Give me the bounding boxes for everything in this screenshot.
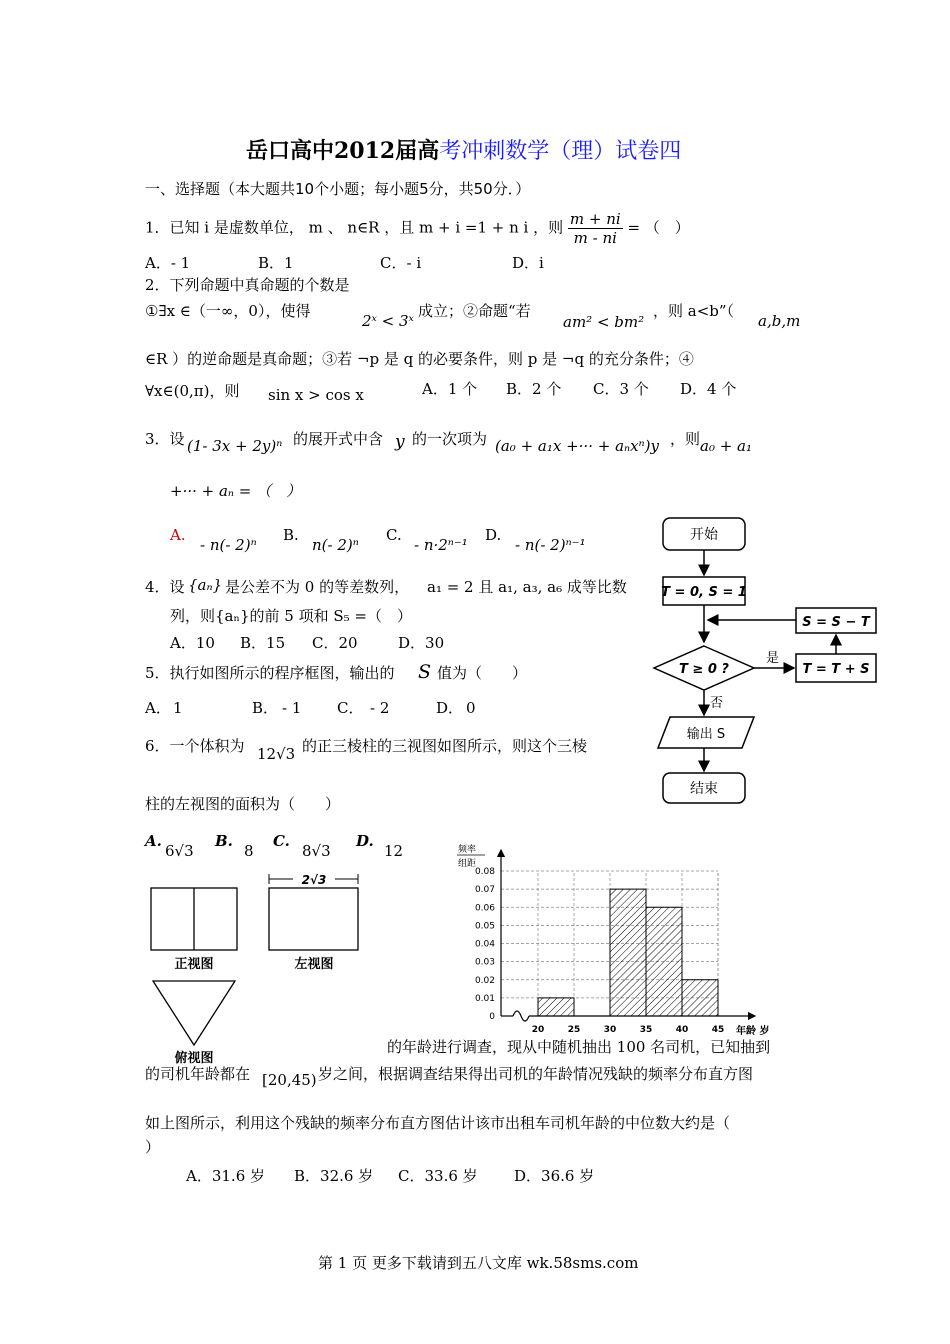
title-part-2: 考冲刺数学（理）试卷四 bbox=[439, 139, 682, 164]
q7-line-2b: 岁之间，根据调查结果得出司机的年龄情况残缺的频率分布直方图 bbox=[318, 1065, 754, 1083]
q3-option-b-value: n(- 2)ⁿ bbox=[312, 536, 359, 554]
q3-option-b-label: B. bbox=[283, 526, 299, 544]
q5-s: S bbox=[418, 661, 432, 683]
q5-option-c-value: - 2 bbox=[370, 699, 390, 717]
q2-line-1: 2．下列命题中真命题的个数是 bbox=[145, 276, 350, 294]
q6-line-2: 柱的左视图的面积为（ ） bbox=[145, 795, 341, 813]
q7-line-4: ） bbox=[145, 1138, 161, 1156]
q3-expression: (1- 3x + 2y)ⁿ bbox=[187, 437, 283, 455]
q2-option-d: D．4 个 bbox=[680, 380, 737, 398]
q3-option-a-label: A. bbox=[170, 526, 186, 544]
section-heading: 一、选择题（本大题共10个小题；每小题5分，共50分．） bbox=[145, 180, 531, 198]
q1-text: 1．已知 i 是虚数单位， m 、 n∈R ，且 m + i =1 + n i ，则 bbox=[145, 218, 564, 237]
q3-option-c-label: C. bbox=[386, 526, 402, 544]
q4-option-c: C．20 bbox=[312, 634, 358, 652]
q2-inequality-2: am² < bm² bbox=[563, 313, 645, 331]
q3-polynomial: (a₀ + a₁x +··· + aₙxⁿ)y bbox=[495, 437, 659, 455]
x-tick-label: 45 bbox=[711, 1025, 725, 1035]
q6-option-a-label: A. bbox=[145, 832, 162, 850]
q7-interval: [20,45) bbox=[262, 1071, 317, 1089]
q6-option-c-value: 8√3 bbox=[302, 842, 331, 860]
q3-y: y bbox=[395, 432, 405, 452]
q1-fraction bbox=[568, 210, 623, 247]
q3-b: 的展开式中含 bbox=[293, 430, 384, 448]
q6-option-b-label: B. bbox=[215, 832, 233, 850]
q2-line-4a: ∀x∈(0,π)，则 bbox=[145, 382, 240, 400]
side-view-width-label: 2√3 bbox=[301, 873, 327, 887]
q2-option-a: A．1 个 bbox=[422, 380, 478, 398]
q1-option-d: D．i bbox=[512, 254, 544, 272]
flow-yes-label: 是 bbox=[766, 651, 780, 666]
y-tick-label: 0.03 bbox=[474, 957, 495, 968]
q7-line-3: 如上图所示，利用这个残缺的频率分布直方图估计该市出租车司机年龄的中位数大约是（ bbox=[145, 1114, 731, 1132]
y-axis-label-bottom: 组距 bbox=[458, 859, 477, 869]
q3-line-2: +··· + aₙ = （ ） bbox=[170, 482, 302, 500]
q4-option-d: D．30 bbox=[398, 634, 445, 652]
q1-tail: = （ ） bbox=[627, 218, 690, 237]
q6-option-a-value: 6√3 bbox=[165, 842, 194, 860]
top-view-triangle bbox=[153, 981, 235, 1045]
q2-line-2c: ，则 a<b”（ bbox=[653, 302, 735, 320]
q5-option-c-label: C． bbox=[337, 699, 364, 717]
y-tick-label: 0.08 bbox=[474, 867, 495, 877]
flow-condition-label: T ≥ 0 ? bbox=[679, 662, 729, 677]
flowchart bbox=[650, 512, 882, 810]
q7-line-2a: 的司机年龄都在 bbox=[145, 1065, 251, 1083]
q4-condition: a₁ = 2 且 a₁, a₃, a₆ 成等比数 bbox=[427, 578, 627, 596]
q5-option-a-value: 1 bbox=[173, 699, 183, 717]
flow-start-label: 开始 bbox=[690, 527, 718, 543]
front-view-label: 正视图 bbox=[174, 957, 214, 972]
y-tick-label: 0.06 bbox=[474, 903, 495, 914]
q5-text: 5．执行如图所示的程序框图，输出的 bbox=[145, 664, 395, 682]
q6-option-d-label: D. bbox=[356, 832, 374, 850]
q1-option-b: B．1 bbox=[258, 254, 294, 272]
q7-option-c: C．33.6 岁 bbox=[398, 1167, 478, 1185]
y-tick-label: 0.02 bbox=[474, 975, 495, 986]
q2-option-b: B．2 个 bbox=[506, 380, 562, 398]
flow-end-label: 结束 bbox=[690, 781, 718, 797]
page-title bbox=[246, 134, 681, 165]
top-view-label: 俯视图 bbox=[174, 1051, 214, 1066]
q1-option-a: A．- 1 bbox=[145, 254, 191, 272]
q3-c: 的一次项为 bbox=[412, 430, 488, 448]
q5-option-b-label: B． bbox=[252, 699, 279, 717]
side-view-rect bbox=[269, 888, 358, 950]
q4-sequence: {aₙ} bbox=[188, 576, 223, 594]
q3-option-d-label: D. bbox=[485, 526, 502, 544]
q5-option-d-value: 0 bbox=[466, 699, 476, 717]
q1-numerator: m + ni bbox=[569, 210, 621, 228]
flow-no-label: 否 bbox=[710, 696, 724, 711]
y-tick-label: 0.01 bbox=[474, 993, 495, 1004]
x-tick-label: 25 bbox=[567, 1025, 581, 1035]
q3-option-a-value: - n(- 2)ⁿ bbox=[200, 536, 257, 554]
q5-tail: 值为（ ） bbox=[437, 664, 528, 682]
q7-option-d: D．36.6 岁 bbox=[514, 1167, 595, 1185]
q2-line-3: ∈R ）的逆命题是真命题；③若 ¬p 是 q 的必要条件，则 p 是 ¬q 的充分条件；④ bbox=[145, 350, 694, 368]
side-view-label: 左视图 bbox=[294, 957, 334, 972]
q1-denominator: m - ni bbox=[573, 229, 617, 247]
q4-line-1a: 4．设 bbox=[145, 578, 185, 596]
histogram-bar-30-35 bbox=[610, 889, 646, 1016]
y-tick-label: 0.04 bbox=[474, 939, 495, 950]
q3-a: 3．设 bbox=[145, 430, 185, 448]
y-tick-label: 0.07 bbox=[474, 885, 495, 896]
flow-init-label: T = 0, S = 1 bbox=[661, 585, 747, 600]
x-tick-label: 35 bbox=[639, 1025, 653, 1035]
q2-variables: a,b,m bbox=[758, 312, 801, 330]
x-tick-label: 20 bbox=[531, 1025, 545, 1035]
y-tick-label: 0.05 bbox=[474, 921, 495, 932]
q4-line-1b: 是公差不为 0 的等差数列， bbox=[225, 578, 410, 596]
q5-option-d-label: D． bbox=[436, 699, 464, 717]
q7-option-b: B．32.6 岁 bbox=[294, 1167, 374, 1185]
q6-option-b-value: 8 bbox=[244, 842, 254, 860]
histogram-bar-35-40 bbox=[646, 907, 682, 1016]
page-footer: 第 1 页 更多下载请到五八文库 wk.58sms.com bbox=[318, 1254, 639, 1272]
flow-output-label: 输出 S bbox=[686, 727, 726, 742]
q6-option-c-label: C. bbox=[273, 832, 290, 850]
x-tick-label: 30 bbox=[603, 1025, 617, 1035]
q2-line-2a: ①∃x ∈（一∞，0），使得 bbox=[145, 302, 311, 320]
q7-line-1: 的年龄进行调查，现从中随机抽出 100 名司机，已知抽到 bbox=[387, 1038, 771, 1056]
q2-option-c: C．3 个 bbox=[593, 380, 649, 398]
q6-volume: 12√3 bbox=[257, 745, 296, 763]
frequency-histogram bbox=[455, 838, 795, 1038]
flow-update-s-label: S = S − T bbox=[802, 615, 870, 630]
x-axis-label: 年龄 岁 bbox=[736, 1026, 770, 1037]
y-tick-label: 0 bbox=[489, 1012, 495, 1022]
q4-option-a: A．10 bbox=[170, 634, 215, 652]
q6-option-d-value: 12 bbox=[384, 842, 404, 860]
histogram-bar-40-45 bbox=[682, 980, 718, 1016]
question-1 bbox=[145, 210, 690, 247]
flow-update-t-label: T = T + S bbox=[802, 662, 870, 677]
q2-inequality-1: 2ˣ < 3ˣ bbox=[362, 312, 414, 330]
q7-option-a: A．31.6 岁 bbox=[186, 1167, 265, 1185]
q3-option-d-value: - n(- 2)ⁿ⁻¹ bbox=[515, 536, 586, 554]
q6-b: 的正三棱柱的三视图如图所示，则这个三棱 bbox=[302, 737, 588, 755]
histogram-bar-20-25 bbox=[538, 998, 574, 1016]
q5-option-a-label: A． bbox=[145, 699, 171, 717]
q6-a: 6．一个体积为 bbox=[145, 737, 245, 755]
q2-line-4b: sin x > cos x bbox=[268, 386, 364, 404]
title-part-1: 岳口高中2012届高 bbox=[246, 138, 440, 164]
q3-d: ，则 bbox=[670, 430, 701, 448]
three-views-figure bbox=[145, 868, 385, 1068]
q1-option-c: C．- i bbox=[380, 254, 422, 272]
q4-line-2: 列，则{aₙ}的前 5 项和 S₅ =（ ） bbox=[170, 607, 412, 625]
q4-option-b: B．15 bbox=[240, 634, 286, 652]
y-axis-label-top: 频率 bbox=[458, 845, 477, 855]
q3-option-c-value: - n·2ⁿ⁻¹ bbox=[414, 536, 468, 554]
q5-option-b-value: - 1 bbox=[282, 699, 302, 717]
q3-sum: a₀ + a₁ bbox=[700, 437, 753, 455]
q2-line-2b: 成立；②命题“若 bbox=[418, 302, 531, 320]
x-tick-label: 40 bbox=[675, 1025, 689, 1035]
